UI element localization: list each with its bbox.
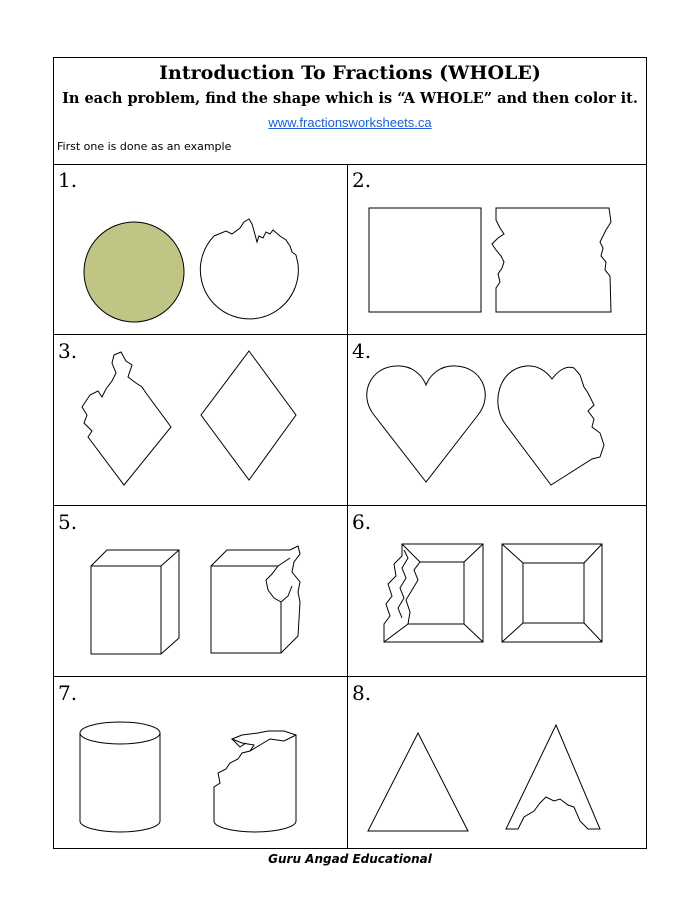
problem-cell-3 — [54, 335, 348, 506]
worksheet — [53, 57, 647, 849]
whole-square-shape[interactable] — [369, 208, 481, 312]
problem-5-shapes — [54, 506, 348, 677]
broken-cylinder-shape[interactable] — [214, 731, 296, 832]
whole-diamond-shape[interactable] — [201, 351, 296, 480]
problem-number: 1. — [58, 168, 78, 192]
problem-6-shapes — [348, 506, 646, 677]
broken-circle-shape[interactable] — [200, 219, 298, 319]
broken-diamond-shape[interactable] — [82, 352, 171, 485]
problem-number: 6. — [352, 510, 372, 534]
problem-cell-7 — [54, 677, 348, 848]
broken-triangle-shape[interactable] — [506, 725, 600, 829]
instruction-text: In each problem, find the shape which is “A WHOLE” and then color it. — [62, 90, 638, 107]
whole-triangle-shape[interactable] — [368, 733, 468, 831]
problem-cell-5 — [54, 506, 348, 677]
problem-2-shapes — [348, 164, 646, 335]
whole-cube-shape[interactable] — [91, 550, 179, 654]
page-title: Introduction To Fractions (WHOLE) — [159, 62, 541, 84]
whole-cylinder-shape[interactable] — [80, 722, 160, 832]
broken-cube-shape[interactable] — [211, 546, 300, 653]
problem-number: 5. — [58, 510, 78, 534]
problem-cell-6 — [348, 506, 646, 677]
problem-7-shapes — [54, 677, 348, 848]
whole-frame-shape[interactable] — [502, 544, 602, 642]
broken-frame-shape[interactable] — [384, 544, 483, 642]
broken-heart-shape[interactable] — [498, 366, 604, 485]
problem-cell-2 — [348, 164, 646, 335]
problem-number: 8. — [352, 681, 372, 705]
whole-circle-shape[interactable] — [84, 222, 184, 322]
website-link[interactable]: www.fractionsworksheets.ca — [268, 115, 432, 130]
problem-4-shapes — [348, 335, 646, 506]
problem-cell-1 — [54, 164, 348, 335]
problem-number: 2. — [352, 168, 372, 192]
problem-grid — [54, 164, 646, 848]
broken-square-shape[interactable] — [492, 208, 611, 312]
problem-1-shapes — [54, 164, 348, 335]
problem-8-shapes — [348, 677, 646, 848]
problem-cell-4 — [348, 335, 646, 506]
problem-number: 7. — [58, 681, 78, 705]
footer-credit: Guru Angad Educational — [268, 852, 432, 866]
whole-heart-shape[interactable] — [367, 366, 485, 482]
example-note: First one is done as an example — [57, 140, 232, 153]
worksheet-header — [54, 58, 646, 165]
problem-number: 3. — [58, 339, 78, 363]
problem-3-shapes — [54, 335, 348, 506]
problem-number: 4. — [352, 339, 372, 363]
problem-cell-8 — [348, 677, 646, 848]
